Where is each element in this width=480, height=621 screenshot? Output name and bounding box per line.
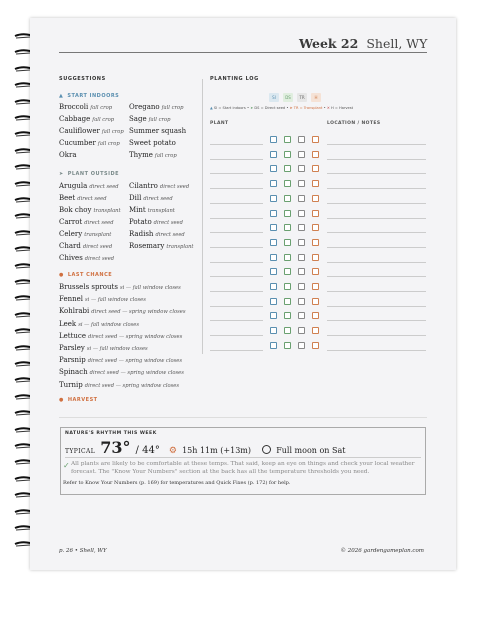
start-indoors-title: ▲ START INDOORS [59, 93, 120, 99]
harvest-checkbox[interactable] [312, 239, 319, 246]
notes-input-line[interactable] [327, 247, 426, 248]
crop-note: transplant [166, 244, 194, 250]
suggestion-item [59, 368, 184, 376]
si-checkbox[interactable] [270, 224, 277, 231]
si-checkbox[interactable] [270, 254, 277, 261]
crop-name: Carrot [59, 218, 83, 226]
ds-checkbox[interactable] [284, 342, 291, 349]
legend-h-icon: ✕ [326, 106, 330, 110]
crop-name: Parsley [59, 344, 85, 352]
log-row [210, 147, 426, 161]
suggestions-title: SUGGESTIONS [59, 76, 106, 82]
notes-input-line[interactable] [327, 159, 426, 160]
ds-checkbox[interactable] [284, 239, 291, 246]
crop-name: Cucumber [59, 139, 96, 147]
week-label: Week 22 [299, 36, 359, 51]
crop-note: direct seed [143, 196, 173, 202]
crop-name: Cilantro [129, 182, 158, 190]
tr-checkbox[interactable] [298, 180, 305, 187]
suggestion-item [129, 115, 170, 123]
suggestion-item [59, 320, 139, 328]
suggestion-item [59, 254, 114, 262]
crop-name: Chives [59, 254, 83, 262]
suggestion-item [129, 151, 177, 159]
notes-input-line[interactable] [327, 291, 426, 292]
page-header [299, 36, 427, 51]
tr-checkbox[interactable] [298, 268, 305, 275]
section-divider [59, 417, 427, 418]
crop-note: fall crop [92, 117, 115, 123]
plant-input-line[interactable] [210, 291, 263, 292]
planting-log-title: PLANTING LOG [210, 76, 259, 82]
tr-checkbox[interactable] [298, 136, 305, 143]
crop-note: direct seed — spring window closes [84, 382, 180, 389]
suggestion-item [59, 139, 120, 147]
plant-input-line[interactable] [210, 350, 263, 351]
check-icon: ✓ [63, 461, 70, 470]
harvest-checkbox[interactable] [312, 312, 319, 319]
log-row [210, 294, 426, 308]
crop-note: direct seed [159, 184, 190, 190]
legend-si-icon: ▲ [210, 106, 213, 110]
crop-name: Bok choy [59, 206, 92, 214]
notes-column-header: LOCATION / NOTES [327, 121, 381, 126]
rhythm-divider [65, 457, 421, 458]
crop-note: direct seed — spring window closes [88, 333, 183, 340]
crop-note: fall crop [161, 105, 184, 111]
crop-note: fall crop [154, 153, 177, 159]
harvest-checkbox[interactable] [312, 165, 319, 172]
crop-note: fall crop [101, 129, 124, 135]
harvest-checkbox[interactable] [312, 254, 319, 261]
notes-input-line[interactable] [327, 188, 426, 189]
crop-note: si — fall window closes [85, 297, 146, 304]
harvest-checkbox[interactable] [312, 136, 319, 143]
legend-si: SI = Start indoors [213, 106, 246, 110]
crop-name: Celery [59, 230, 83, 238]
footer-copyright: © 2026 gardengameplan.com [340, 548, 424, 554]
harvest-checkbox[interactable] [312, 151, 319, 158]
crop-note: direct seed [153, 220, 183, 226]
si-checkbox[interactable] [270, 165, 277, 172]
legend-h: H = Harvest [331, 106, 354, 110]
log-row [210, 338, 426, 352]
crop-name: Fennel [59, 295, 84, 304]
basket-icon: ● [59, 397, 64, 403]
crop-name: Brussels sprouts [59, 283, 118, 291]
ds-checkbox[interactable] [284, 165, 291, 172]
crop-name: Okra [59, 151, 77, 159]
log-row [210, 264, 426, 278]
crop-name: Lettuce [59, 331, 86, 340]
plant-input-line[interactable] [210, 306, 263, 307]
tr-checkbox[interactable] [298, 224, 305, 231]
crop-note: direct seed [89, 184, 119, 190]
plant-input-line[interactable] [210, 173, 263, 174]
notes-input-line[interactable] [327, 218, 426, 219]
harvest-checkbox[interactable] [312, 180, 319, 187]
log-row [210, 206, 426, 220]
crop-name: Parsnip [59, 356, 86, 365]
plant-input-line[interactable] [210, 203, 263, 204]
moon-icon [262, 445, 271, 454]
footer-page-info: p. 26 • Shell, WY [59, 548, 107, 554]
suggestion-item [129, 103, 183, 111]
tr-checkbox[interactable] [298, 210, 305, 217]
plant-input-line[interactable] [210, 320, 263, 321]
crop-name: Oregano [129, 103, 160, 111]
suggestion-item [129, 242, 194, 250]
tr-checkbox[interactable] [298, 327, 305, 334]
crop-note: transplant [84, 232, 112, 238]
si-checkbox[interactable] [270, 210, 277, 217]
si-checkbox[interactable] [270, 136, 277, 143]
rhythm-references: Refer to Know Your Numbers (p. 169) for temperatures and Quick Fixes (p. 172) for help. [63, 480, 291, 486]
notes-input-line[interactable] [327, 276, 426, 277]
log-row [210, 220, 426, 234]
suggestion-item [59, 115, 114, 123]
crop-name: Dill [129, 194, 142, 202]
tr-checkbox[interactable] [298, 342, 305, 349]
harvest-title: ● HARVEST [59, 397, 98, 403]
crop-name: Spinach [59, 368, 88, 377]
si-checkbox[interactable] [270, 239, 277, 246]
notes-input-line[interactable] [327, 173, 426, 174]
crop-name: Beet [59, 194, 76, 202]
plant-column-header: PLANT [210, 121, 229, 126]
log-row [210, 132, 426, 146]
ds-checkbox[interactable] [284, 298, 291, 305]
planting-log-legend: ▲ SI = Start indoors • ➤ DS = Direct seed • ➤ TR = Transplant • ✕ H = Harvest [210, 106, 354, 110]
tr-checkbox[interactable] [298, 239, 305, 246]
ds-checkbox[interactable] [284, 136, 291, 143]
plant-input-line[interactable] [210, 188, 263, 189]
log-row [210, 176, 426, 190]
rhythm-title: NATURE'S RHYTHM THIS WEEK [65, 431, 157, 436]
suggestion-item [59, 103, 112, 111]
crop-note: direct seed — spring window closes [87, 358, 183, 365]
legend-ds-icon: ➤ [250, 106, 254, 110]
crop-name: Sweet potato [129, 139, 176, 147]
notes-input-line[interactable] [327, 262, 426, 263]
notes-input-line[interactable] [327, 306, 426, 307]
suggestion-item [59, 332, 182, 340]
suggestion-item [129, 182, 189, 190]
si-checkbox[interactable] [270, 312, 277, 319]
si-checkbox[interactable] [270, 342, 277, 349]
tr-checkbox[interactable] [298, 195, 305, 202]
suggestion-item [59, 151, 79, 159]
trowel-icon: ➤ [59, 171, 64, 177]
notes-input-line[interactable] [327, 144, 426, 145]
crop-name: Cabbage [59, 115, 91, 123]
plant-input-line[interactable] [210, 144, 263, 145]
chip-ds: DS [283, 93, 293, 102]
location-label: Shell, WY [366, 36, 428, 51]
plant-input-line[interactable] [210, 159, 263, 160]
notes-input-line[interactable] [327, 335, 426, 336]
suggestion-item [59, 295, 146, 303]
crop-name: Mint [129, 206, 146, 214]
crop-name: Arugula [59, 182, 88, 190]
plant-input-line[interactable] [210, 262, 263, 263]
daylight-value: 15h 11m (+13m) [182, 446, 251, 455]
crop-name: Turnip [59, 380, 83, 389]
si-checkbox[interactable] [270, 195, 277, 202]
harvest-checkbox[interactable] [312, 195, 319, 202]
log-row [210, 323, 426, 337]
plant-input-line[interactable] [210, 232, 263, 233]
crop-note: transplant [93, 208, 121, 214]
log-row [210, 279, 426, 293]
plant-outside-title: ➤ PLANT OUTSIDE [59, 171, 120, 177]
suggestion-item [129, 194, 173, 202]
notes-input-line[interactable] [327, 232, 426, 233]
high-temp: 73° [100, 438, 131, 457]
crop-name: Cauliflower [59, 127, 100, 135]
crop-note: direct seed — spring window closes [89, 370, 184, 377]
tr-checkbox[interactable] [298, 298, 305, 305]
ds-checkbox[interactable] [284, 224, 291, 231]
ds-checkbox[interactable] [284, 283, 291, 290]
crop-note: si — fall window closes [78, 321, 140, 328]
plant-input-line[interactable] [210, 247, 263, 248]
crop-note: transplant [147, 208, 175, 214]
suggestion-item [59, 127, 124, 135]
ds-checkbox[interactable] [284, 180, 291, 187]
ds-checkbox[interactable] [284, 254, 291, 261]
notes-input-line[interactable] [327, 203, 426, 204]
ds-checkbox[interactable] [284, 195, 291, 202]
suggestion-item [59, 307, 186, 315]
crop-note: direct seed — spring window closes [91, 309, 186, 316]
suggestion-item [59, 218, 114, 226]
suggestion-item [129, 127, 188, 135]
crop-note: direct seed [82, 244, 113, 250]
chip-si: SI [269, 93, 279, 102]
natures-rhythm-box [60, 427, 426, 495]
legend-tr: TR = Transplant [293, 106, 323, 110]
harvest-checkbox[interactable] [312, 298, 319, 305]
si-checkbox[interactable] [270, 180, 277, 187]
crop-name: Radish [129, 230, 154, 238]
crop-name: Rosemary [129, 242, 165, 250]
low-temp: / 44° [135, 445, 160, 456]
crop-note: fall crop [97, 141, 120, 147]
harvest-checkbox[interactable] [312, 224, 319, 231]
harvest-checkbox[interactable] [312, 342, 319, 349]
suggestion-item [59, 182, 119, 190]
crop-note: si — fall window closes [86, 346, 148, 352]
si-checkbox[interactable] [270, 298, 277, 305]
ds-checkbox[interactable] [284, 327, 291, 334]
si-checkbox[interactable] [270, 283, 277, 290]
legend-ds: DS = Direct seed [254, 106, 286, 110]
suggestion-item [129, 206, 175, 214]
crop-note: direct seed [155, 232, 185, 238]
crop-note: direct seed [77, 196, 107, 202]
sun-icon: ⚙ [168, 446, 177, 456]
ds-checkbox[interactable] [284, 268, 291, 275]
house-icon: ▲ [59, 93, 64, 99]
suggestion-item [59, 344, 148, 352]
legend-tr-icon: ➤ [289, 106, 293, 110]
tr-checkbox[interactable] [298, 312, 305, 319]
harvest-checkbox[interactable] [312, 327, 319, 334]
crop-note: fall crop [90, 105, 113, 111]
suggestion-item [59, 283, 181, 291]
crop-name: Sage [129, 115, 147, 123]
log-row [210, 191, 426, 205]
suggestion-item [59, 230, 111, 238]
chip-h: H [311, 93, 321, 102]
crop-name: Leek [59, 319, 77, 328]
si-checkbox[interactable] [270, 268, 277, 275]
ds-checkbox[interactable] [284, 210, 291, 217]
notes-input-line[interactable] [327, 320, 426, 321]
weather-line [65, 438, 345, 457]
suggestion-item [59, 206, 121, 214]
suggestion-item [59, 242, 112, 250]
crop-name: Broccoli [59, 103, 89, 111]
crop-note: direct seed [84, 220, 114, 226]
harvest-checkbox[interactable] [312, 283, 319, 290]
ds-checkbox[interactable] [284, 312, 291, 319]
log-row [210, 308, 426, 322]
moon-phase: Full moon on Sat [276, 446, 346, 455]
log-row [210, 235, 426, 249]
suggestion-item [59, 194, 107, 202]
rhythm-message: All plants are likely to be comfortable at these temps. That said, keep an eye on things and check your local weather forecast. The "Know Your Numbers" section at the back has all the temperature thresholds you need. [71, 461, 415, 475]
header-divider [59, 52, 427, 53]
plant-input-line[interactable] [210, 218, 263, 219]
alert-icon: ● [59, 272, 64, 278]
crop-note: direct seed [84, 256, 115, 262]
crop-name: Thyme [129, 151, 153, 159]
plant-input-line[interactable] [210, 276, 263, 277]
log-row [210, 161, 426, 175]
typical-label: TYPICAL [65, 448, 96, 455]
last-chance-title: ● LAST CHANCE [59, 272, 113, 278]
si-checkbox[interactable] [270, 151, 277, 158]
suggestion-item [129, 139, 178, 147]
harvest-checkbox[interactable] [312, 210, 319, 217]
tr-checkbox[interactable] [298, 151, 305, 158]
crop-note: fall crop [148, 117, 171, 123]
crop-name: Potato [129, 218, 152, 226]
log-row [210, 250, 426, 264]
crop-note: si — fall window closes [119, 285, 181, 291]
suggestion-item [59, 381, 179, 389]
tr-checkbox[interactable] [298, 165, 305, 172]
si-checkbox[interactable] [270, 327, 277, 334]
column-divider [202, 79, 203, 354]
crop-name: Summer squash [129, 127, 187, 135]
suggestion-item [59, 356, 182, 364]
suggestion-item [129, 230, 185, 238]
suggestion-item [129, 218, 183, 226]
notes-input-line[interactable] [327, 350, 426, 351]
plant-input-line[interactable] [210, 335, 263, 336]
tr-checkbox[interactable] [298, 283, 305, 290]
chip-tr: TR [297, 93, 307, 102]
crop-name: Chard [59, 242, 81, 250]
harvest-checkbox[interactable] [312, 268, 319, 275]
crop-name: Kohlrabi [59, 307, 90, 316]
tr-checkbox[interactable] [298, 254, 305, 261]
ds-checkbox[interactable] [284, 151, 291, 158]
